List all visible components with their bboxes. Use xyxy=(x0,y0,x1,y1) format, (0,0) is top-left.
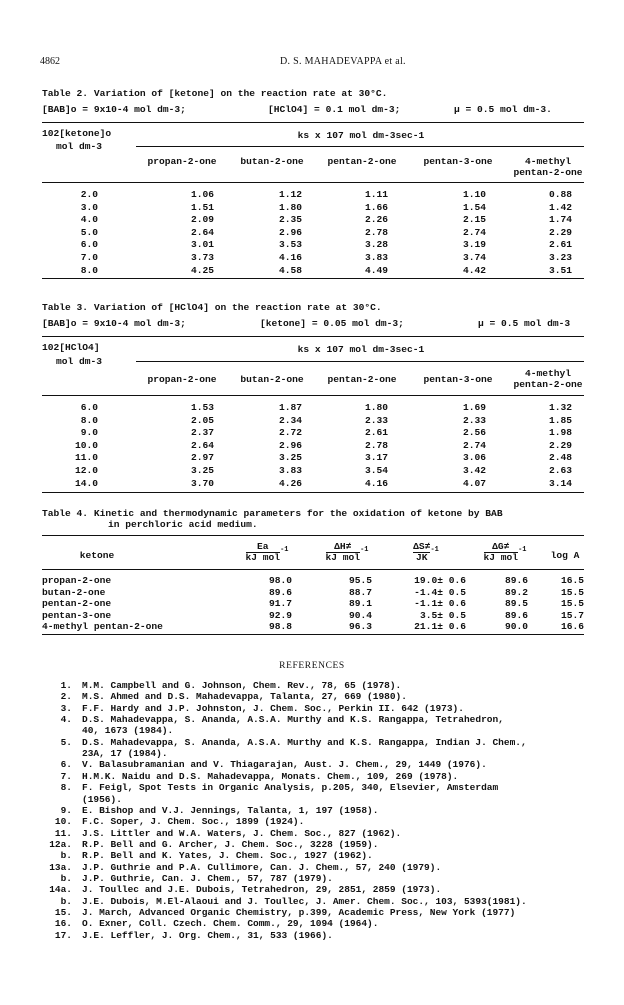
table2-cell: 2.29 xyxy=(548,226,572,238)
table2-group-rule xyxy=(136,146,584,147)
reference-text: R.P. Bell and K. Yates, J. Chem. Soc., 1927 (1962). xyxy=(82,850,373,862)
table2-cell: 2.64 xyxy=(190,226,214,238)
table2-cell: 3.83 xyxy=(364,252,388,263)
table2-cell: 2.35 xyxy=(278,214,302,226)
table2-cell: 5.0 xyxy=(80,226,98,238)
table4-col-dg-exp: -1 xyxy=(518,546,527,555)
reference-text: F. Feigl, Spot Tests in Organic Analysis, p.205, 340, Elsevier, Amsterdam xyxy=(82,782,499,794)
table3-group-rule xyxy=(136,361,584,362)
table4-cell: pentan-3-one xyxy=(42,609,112,621)
table3-cell: 2.05 xyxy=(190,414,214,426)
reference-text: J.P. Guthrie, Can. J. Chem., 57, 787 (1979). xyxy=(82,872,333,884)
table2-cell: 1.51 xyxy=(190,201,214,213)
table4-cell: butan-2-one xyxy=(42,586,106,598)
table3-cell: 2.34 xyxy=(278,414,302,426)
table4-cell: 89.1 xyxy=(348,598,372,609)
table4-cell: propan-2-one xyxy=(42,575,112,586)
reference-text: J.S. Littler and W.A. Waters, J. Chem. Soc., 827 (1962). xyxy=(82,827,402,839)
reference-text: D.S. Mahadevappa, S. Ananda, A.S.A. Murthy and K.S. Rangappa, Tetrahedron, xyxy=(82,714,504,726)
table4-cell: 89.2 xyxy=(504,586,528,598)
table3-cell: 3.54 xyxy=(364,465,388,476)
reference-number: b. xyxy=(60,850,72,862)
table4-col-ds-exp: -1 xyxy=(430,546,439,555)
table3-col-pentan3one: pentan-3-one xyxy=(423,374,493,385)
table4-cell: 98.0 xyxy=(268,575,292,586)
running-head: D. S. MAHADEVAPPA et al. xyxy=(280,56,406,67)
table4 xyxy=(42,538,584,638)
table3-header-rule xyxy=(42,395,584,396)
table4-col-ds xyxy=(396,542,456,563)
table2-col-pentan3one: pentan-3-one xyxy=(423,156,493,167)
table4-cell: 90.4 xyxy=(348,609,372,621)
table2-cell: 2.15 xyxy=(462,214,486,226)
table2-cell: 7.0 xyxy=(80,252,98,263)
table4-cell: 4-methyl pentan-2-one xyxy=(42,621,163,632)
reference-number: 6. xyxy=(60,759,72,771)
page-number: 4862 xyxy=(40,56,60,67)
reference-number: 10. xyxy=(54,816,72,828)
table2-cell: 1.74 xyxy=(548,214,572,226)
table2-col-4methyl: 4-methyl xyxy=(524,156,572,167)
table2-cell: 4.58 xyxy=(278,264,302,276)
reference-number: 1. xyxy=(60,680,72,691)
table3-cell: 4.16 xyxy=(364,477,388,489)
table3-cond-bab: [BAB]o = 9x10-4 mol dm-3; xyxy=(42,318,186,329)
table3-cell: 6.0 xyxy=(80,402,98,413)
table2-cell: 2.26 xyxy=(364,214,388,226)
reference-text: M.S. Ahmed and D.S. Mahadevappa, Talanta, 27, 669 (1980). xyxy=(82,691,407,703)
table2-cell: 3.73 xyxy=(190,252,214,263)
table2-cell: 4.16 xyxy=(278,252,302,263)
reference-number: 17. xyxy=(54,929,72,941)
table2-bottom-rule xyxy=(42,278,584,279)
table2-cell: 8.0 xyxy=(80,264,98,276)
reference-number: 9. xyxy=(60,804,72,816)
reference-number: 7. xyxy=(60,770,72,782)
table4-col-dg xyxy=(470,542,540,563)
table3-cell: 4.26 xyxy=(278,477,302,489)
table3-top-rule xyxy=(42,336,584,337)
reference-text: M.M. Campbell and G. Johnson, Chem. Rev., 78, 65 (1978). xyxy=(82,680,402,691)
table2-cell: 4.42 xyxy=(462,264,486,276)
table3-cell: 2.97 xyxy=(190,452,214,464)
table3-cell: 1.80 xyxy=(364,402,388,413)
table3-cell: 3.42 xyxy=(462,465,486,476)
table3-cell: 3.25 xyxy=(190,465,214,476)
table3-cell: 14.0 xyxy=(74,477,98,489)
reference-text: V. Balasubramanian and V. Thiagarajan, Aust. J. Chem., 29, 1449 (1976). xyxy=(82,759,487,771)
table4-cell: 16.5 xyxy=(560,575,584,586)
reference-number: 13a. xyxy=(49,861,72,873)
reference-text: H.M.K. Naidu and D.S. Mahadevappa, Monats. Chem., 109, 269 (1978). xyxy=(82,770,459,782)
table2-cell: 1.12 xyxy=(278,189,302,200)
reference-number: 5. xyxy=(60,736,72,748)
table4-caption-line2: in perchloric acid medium. xyxy=(108,519,258,530)
table2-cell: 6.0 xyxy=(80,239,98,251)
table4-col-dh-exp: -1 xyxy=(360,546,369,555)
table3-cell: 1.98 xyxy=(548,427,572,439)
table2-cell: 4.0 xyxy=(80,214,98,226)
table4-cell: 19.0± 0.6 xyxy=(414,575,466,586)
table2-rowhead-1: 102[ketone]o xyxy=(42,128,112,139)
table4-cell: 15.7 xyxy=(560,609,584,621)
table4-col-ea xyxy=(232,542,302,563)
table3-cell: 2.33 xyxy=(462,414,486,426)
table4-cell: 95.5 xyxy=(348,575,372,586)
table3-caption: Table 3. Variation of [HClO4] on the reaction rate at 30°C. xyxy=(42,302,382,313)
reference-text: J. Toullec and J.E. Dubois, Tetrahedron, 29, 2851, 2859 (1973). xyxy=(82,884,442,896)
table3-cell: 10.0 xyxy=(74,439,98,451)
reference-text: F.F. Hardy and J.P. Johnston, J. Chem. Soc., Perkin II. 642 (1973). xyxy=(82,702,464,714)
table3-cell: 2.48 xyxy=(548,452,572,464)
references-title: REFERENCES xyxy=(279,661,345,671)
table2-cell: 1.06 xyxy=(190,189,214,200)
table4-col-loga: log A xyxy=(550,550,580,561)
table3-cell: 3.25 xyxy=(278,452,302,464)
table3-cell: 3.17 xyxy=(364,452,388,464)
table2-col-propan2one: propan-2-one xyxy=(147,156,217,167)
table3-cell: 2.78 xyxy=(364,439,388,451)
table2-cell: 1.54 xyxy=(462,201,486,213)
table3-cell: 12.0 xyxy=(74,465,98,476)
table4-bottom-rule xyxy=(42,634,584,635)
reference-text: E. Bishop and V.J. Jennings, Talanta, 1, 197 (1958). xyxy=(82,804,379,816)
table4-col-dh-top: ΔH≠ xyxy=(334,541,352,552)
table3-cell: 1.32 xyxy=(548,402,572,413)
table2-cell: 3.28 xyxy=(364,239,388,251)
table2-cell: 3.74 xyxy=(462,252,486,263)
table4-cell: 90.0 xyxy=(504,621,528,632)
table4-col-ea-exp: -1 xyxy=(280,546,289,555)
table4-col-ds-bot: JK xyxy=(413,552,430,563)
table4-col-dh xyxy=(312,542,382,563)
table2-cell: 2.61 xyxy=(548,239,572,251)
reference-text: R.P. Bell and G. Archer, J. Chem. Soc., 3228 (1959). xyxy=(82,838,379,850)
table4-top-rule xyxy=(42,535,584,536)
table4-header-rule xyxy=(42,569,584,570)
reference-text: O. Exner, Coll. Czech. Chem. Comm., 29, 1094 (1964). xyxy=(82,918,379,930)
table4-cell: 89.6 xyxy=(504,609,528,621)
table3-col-butan2one: butan-2-one xyxy=(240,374,304,385)
table3-bottom-rule xyxy=(42,492,584,493)
table4-cell: -1.4± 0.5 xyxy=(414,586,466,598)
table2-top-rule xyxy=(42,122,584,123)
table4-cell: 88.7 xyxy=(348,586,372,598)
table3-rowhead-1: 102[HClO4] xyxy=(42,342,100,353)
table4-cell: 89.6 xyxy=(504,575,528,586)
table2-cond-acid: [HClO4] = 0.1 mol dm-3; xyxy=(268,104,401,115)
table4-cell: 15.5 xyxy=(560,598,584,609)
table4-cell: 98.8 xyxy=(268,621,292,632)
page-header xyxy=(40,56,580,70)
reference-number: 4. xyxy=(60,714,72,726)
table3-cell: 2.96 xyxy=(278,439,302,451)
table4-col-ea-top: Ea xyxy=(257,541,269,552)
table3-cell: 2.74 xyxy=(462,439,486,451)
table2-col-4methyl-2: pentan-2-one xyxy=(513,167,583,178)
table3-cell: 1.69 xyxy=(462,402,486,413)
table2-cond-bab: [BAB]o = 9x10-4 mol dm-3; xyxy=(42,104,186,115)
table3-cond-ionic: μ = 0.5 mol dm-3 xyxy=(478,318,571,329)
reference-number: 3. xyxy=(60,702,72,714)
reference-text: (1956). xyxy=(82,793,122,805)
table3-cell: 1.85 xyxy=(548,414,572,426)
table4-cell: 89.5 xyxy=(504,598,528,609)
table3-cell: 2.56 xyxy=(462,427,486,439)
table4-col-ds-top: ΔS≠ xyxy=(413,541,431,552)
reference-number: 14a. xyxy=(49,884,72,896)
table4-col-dh-bot: kJ mol xyxy=(325,552,361,563)
table2-cell: 3.0 xyxy=(80,201,98,213)
table2-header-rule xyxy=(42,182,584,183)
reference-text: J.E. Dubois, M.El-Alaoui and J. Toullec, J. Amer. Chem. Soc., 103, 5393(1981). xyxy=(82,895,527,907)
table4-cell: -1.1± 0.6 xyxy=(414,598,466,609)
table3-col-4methyl-2: pentan-2-one xyxy=(513,379,583,390)
table2-cell: 1.11 xyxy=(364,189,388,200)
table2-cell: 3.51 xyxy=(548,264,572,276)
table3 xyxy=(42,340,584,490)
reference-number: 11. xyxy=(54,827,72,839)
table3-cell: 3.14 xyxy=(548,477,572,489)
table3-cell: 2.33 xyxy=(364,414,388,426)
reference-text: 23A, 17 (1984). xyxy=(82,748,168,760)
table2-cell: 4.25 xyxy=(190,264,214,276)
table2-cell: 1.66 xyxy=(364,201,388,213)
table2-cell: 2.96 xyxy=(278,226,302,238)
table3-cell: 2.64 xyxy=(190,439,214,451)
reference-number: 2. xyxy=(60,691,72,703)
table3-col-pentan2one: pentan-2-one xyxy=(327,374,397,385)
reference-number: 16. xyxy=(54,918,72,930)
table2-col-pentan2one: pentan-2-one xyxy=(327,156,397,167)
table3-rowhead-2: mol dm-3 xyxy=(56,356,103,367)
table2-cell: 1.42 xyxy=(548,201,572,213)
table3-col-4methyl: 4-methyl xyxy=(524,368,572,379)
table2-col-butan2one: butan-2-one xyxy=(240,156,304,167)
table2-cell: 2.74 xyxy=(462,226,486,238)
table4-cell: 89.6 xyxy=(268,586,292,598)
table2-cell: 3.19 xyxy=(462,239,486,251)
table2 xyxy=(42,126,584,276)
table4-cell: 3.5± 0.5 xyxy=(419,609,466,621)
table4-cell: 15.5 xyxy=(560,586,584,598)
table2-cell: 2.0 xyxy=(80,189,98,200)
table2-cell: 1.80 xyxy=(278,201,302,213)
table4-cell: 21.1± 0.6 xyxy=(414,621,466,632)
table4-cell: 16.6 xyxy=(560,621,584,632)
reference-text: 40, 1673 (1984). xyxy=(82,725,174,737)
table2-cond-ionic: μ = 0.5 mol dm-3. xyxy=(454,104,552,115)
table2-cell: 3.01 xyxy=(190,239,214,251)
table3-conditions xyxy=(42,318,587,332)
table4-col-ketone: ketone xyxy=(79,550,115,561)
table4-cell: pentan-2-one xyxy=(42,598,112,609)
table4-caption-line1: Table 4. Kinetic and thermodynamic parameters for the oxidation of ketone by BAB xyxy=(42,508,503,519)
table3-cell: 1.87 xyxy=(278,402,302,413)
table3-col-propan2one: propan-2-one xyxy=(147,374,217,385)
table2-caption: Table 2. Variation of [ketone] on the reaction rate at 30°C. xyxy=(42,88,388,99)
table4-cell: 96.3 xyxy=(348,621,372,632)
table3-cell: 3.83 xyxy=(278,465,302,476)
table2-cell: 3.23 xyxy=(548,252,572,263)
table2-conditions xyxy=(42,104,587,118)
table3-cell: 2.61 xyxy=(364,427,388,439)
reference-number: 8. xyxy=(60,782,72,794)
table2-rowhead-2: mol dm-3 xyxy=(56,141,103,152)
table4-cell: 91.7 xyxy=(268,598,292,609)
table3-cell: 2.29 xyxy=(548,439,572,451)
table2-cell: 2.78 xyxy=(364,226,388,238)
table3-cell: 9.0 xyxy=(80,427,98,439)
table4-col-dg-bot: kJ mol xyxy=(483,552,519,563)
table2-group-header: ks x 107 mol dm-3sec-1 xyxy=(297,130,425,141)
reference-text: F.C. Soper, J. Chem. Soc., 1899 (1924). xyxy=(82,816,305,828)
table3-cell: 3.06 xyxy=(462,452,486,464)
table3-cell: 4.07 xyxy=(462,477,486,489)
reference-number: 12a. xyxy=(49,838,72,850)
reference-number: b. xyxy=(60,872,72,884)
table3-cell: 2.63 xyxy=(548,465,572,476)
table2-cell: 3.53 xyxy=(278,239,302,251)
table2-cell: 1.10 xyxy=(462,189,486,200)
table3-cell: 3.70 xyxy=(190,477,214,489)
table3-cell: 2.72 xyxy=(278,427,302,439)
table2-cell: 2.09 xyxy=(190,214,214,226)
table3-cell: 8.0 xyxy=(80,414,98,426)
reference-number: b. xyxy=(60,895,72,907)
table3-cell: 2.37 xyxy=(190,427,214,439)
table3-cell: 1.53 xyxy=(190,402,214,413)
reference-text: J. March, Advanced Organic Chemistry, p.399, Academic Press, New York (1977) xyxy=(82,907,516,918)
reference-text: D.S. Mahadevappa, S. Ananda, A.S.A. Murthy and K.S. Rangappa, Indian J. Chem., xyxy=(82,736,527,748)
table2-cell: 4.49 xyxy=(364,264,388,276)
reference-text: J.E. Leffler, J. Org. Chem., 31, 533 (1966). xyxy=(82,929,333,941)
table4-cell: 92.9 xyxy=(268,609,292,621)
table3-cond-ketone: [ketone] = 0.05 mol dm-3; xyxy=(260,318,404,329)
table4-col-ea-bot: kJ mol xyxy=(245,552,281,563)
table3-cell: 11.0 xyxy=(74,452,98,464)
reference-text: J.P. Guthrie and P.A. Cullimore, Can. J. Chem., 57, 240 (1979). xyxy=(82,861,442,873)
table2-cell: 0.88 xyxy=(548,189,572,200)
reference-number: 15. xyxy=(54,907,72,918)
table3-group-header: ks x 107 mol dm-3sec-1 xyxy=(297,344,425,355)
table4-col-dg-top: ΔG≠ xyxy=(492,541,510,552)
